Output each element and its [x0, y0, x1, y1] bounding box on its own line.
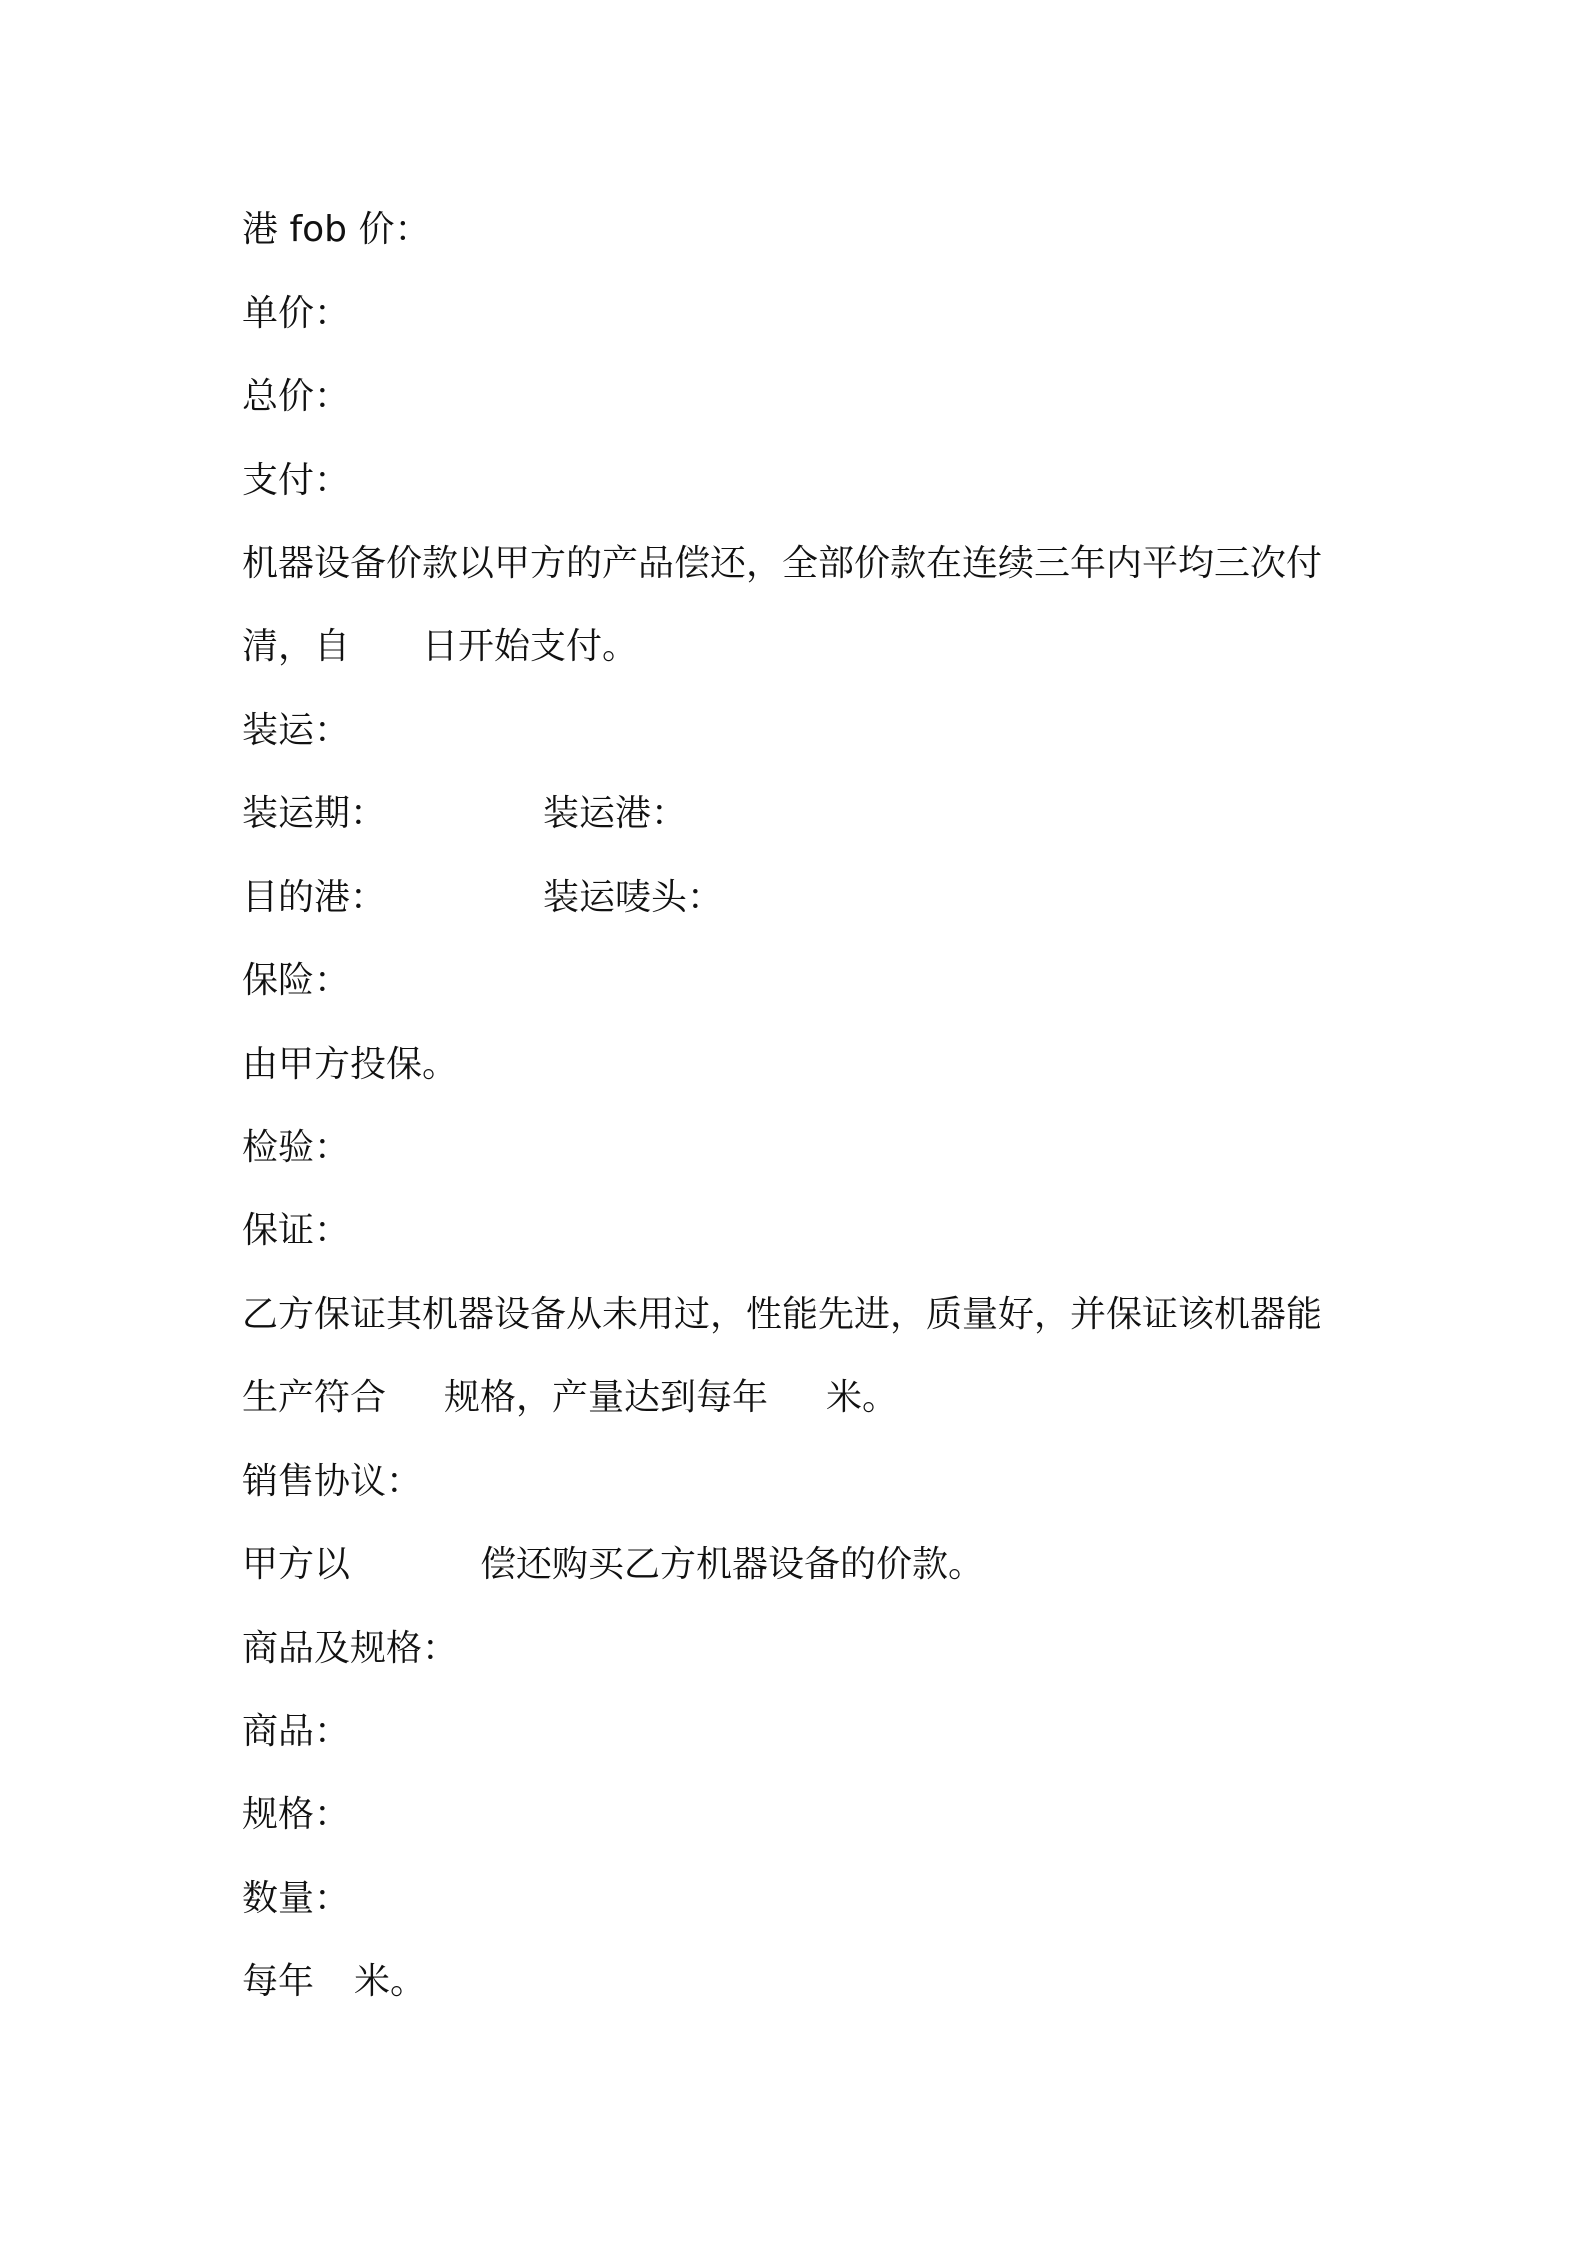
- guarantee-text-2c: 米。: [826, 1377, 899, 1418]
- insurance-heading: 保险：: [242, 960, 351, 1001]
- fob-price-label: 港 fob 价：: [242, 209, 431, 250]
- sales-text-b: 偿还购买乙方机器设备的价款。: [480, 1544, 985, 1585]
- per-year-b: 米。: [354, 1961, 427, 2002]
- inspection-heading: 检验：: [242, 1127, 351, 1168]
- destination-port-label: 目的港：: [242, 877, 387, 918]
- payment-text-2a: 清，自: [242, 626, 351, 667]
- sales-text-a: 甲方以: [242, 1544, 351, 1585]
- loading-port-label: 装运港：: [543, 793, 688, 834]
- payment-text-line-2: [242, 625, 638, 669]
- guarantee-text-line-2: [242, 1376, 898, 1420]
- shipping-marks-label: 装运唛头：: [543, 877, 724, 918]
- goods-spec-heading: 商品及规格：: [242, 1628, 459, 1669]
- per-year-a: 每年: [242, 1961, 315, 2002]
- sales-agreement-text: [242, 1543, 984, 1587]
- payment-text-2b: 日开始支付。: [422, 626, 639, 667]
- shipment-heading: 装运：: [242, 710, 351, 751]
- guarantee-text-line-1: 乙方保证其机器设备从未用过，性能先进，质量好，并保证该机器能: [242, 1294, 1323, 1335]
- insurance-text: 由甲方投保。: [242, 1044, 459, 1085]
- sales-agreement-heading: 销售协议：: [242, 1461, 423, 1502]
- goods-label: 商品：: [242, 1711, 351, 1752]
- shipment-period-label: 装运期：: [242, 793, 387, 834]
- total-price-label: 总价：: [242, 376, 351, 417]
- payment-heading: 支付：: [242, 460, 351, 501]
- guarantee-text-2b: 规格，产量达到每年: [444, 1377, 769, 1418]
- guarantee-heading: 保证：: [242, 1210, 351, 1251]
- spec-label: 规格：: [242, 1794, 351, 1835]
- quantity-label: 数量：: [242, 1878, 351, 1919]
- payment-text-line-1: 机器设备价款以甲方的产品偿还，全部价款在连续三年内平均三次付: [242, 543, 1323, 584]
- unit-price-label: 单价：: [242, 293, 351, 334]
- per-year-line: [242, 1960, 426, 2004]
- guarantee-text-2a: 生产符合: [242, 1377, 387, 1418]
